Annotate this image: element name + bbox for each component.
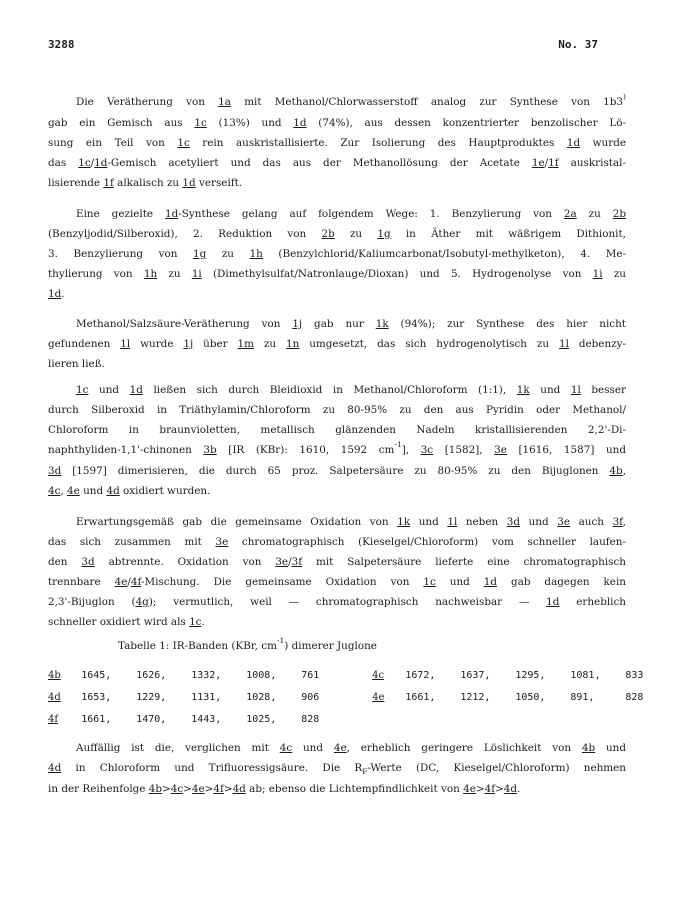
- compound-label: 4f: [48, 713, 59, 725]
- paragraph: [48, 512, 626, 632]
- text-line: (Benzyljodid/Silberoxid), 2. Reduktion von 2b zu 1g in Äther mit wäßrigem Dithionit,: [48, 228, 626, 240]
- compound-label: 4b: [48, 669, 61, 681]
- paragraph: [48, 738, 626, 799]
- text-line: 3d [1597] dimerisieren, die durch 65 proz. Salpetersäure zu 80-95% zu den Bijuglonen 4b,: [48, 465, 626, 477]
- text-line: Auffällig ist die, verglichen mit 4c und 4e, erheblich geringere Löslichkeit von 4b und: [76, 742, 626, 754]
- text-line: den 3d abtrennte. Oxidation von 3e/3f mit Salpetersäure lieferte eine chromatographisch: [48, 556, 626, 568]
- ir-band-value: [625, 708, 680, 730]
- ir-band-value: [515, 708, 570, 730]
- issue-number: No. 37: [558, 38, 598, 51]
- text-line: Erwartungsgemäß gab die gemeinsame Oxidation von 1k und 1l neben 3d und 3e auch 3f,: [76, 516, 626, 528]
- text-line: gefundenen 1l wurde 1j über 1m zu 1n umgesetzt, das sich hydrogenolytisch zu 1l debenzy-: [48, 338, 626, 350]
- ir-band-value: 1212,: [460, 691, 491, 703]
- ir-band-value: 1443,: [191, 713, 222, 725]
- text-line: trennbare 4e/4f-Mischung. Die gemeinsame Oxidation von 1c und 1d gab dagegen kein: [48, 576, 626, 588]
- paragraph: [48, 314, 626, 374]
- text-line: durch Silberoxid in Triäthylamin/Chloroform zu 80-95% zu den aus Pyridin oder Methanol/: [48, 404, 626, 416]
- text-line: lieren ließ.: [48, 358, 105, 370]
- column-gap: [356, 664, 372, 686]
- text-line: 4c, 4e und 4d oxidiert wurden.: [48, 485, 211, 497]
- text-line: in der Reihenfolge 4b>4c>4e>4f>4d ab; ebenso die Lichtempfindlichkeit von 4e>4f>4d.: [48, 783, 521, 795]
- ir-band-value: 761: [301, 669, 320, 681]
- paragraph: [48, 380, 626, 501]
- text-line: Methanol/Salzsäure-Verätherung von 1j gab nur 1k (94%); zur Synthese des hier nicht: [76, 318, 626, 330]
- text-line: gab ein Gemisch aus 1c (13%) und 1d (74%), aus dessen konzentrierter benzolischer Lö-: [48, 117, 626, 129]
- ir-band-value: 1028,: [246, 691, 277, 703]
- ir-band-value: 1661,: [405, 691, 436, 703]
- table-caption: Tabelle 1: IR-Banden (KBr, $cm^{-1}$) dimerer Juglone: [118, 636, 377, 652]
- ir-band-value: 1332,: [191, 669, 222, 681]
- ir-band-value: 1672,: [405, 669, 436, 681]
- table-row: [48, 686, 680, 708]
- ir-band-value: 1626,: [136, 669, 167, 681]
- ir-band-value: 1081,: [570, 669, 601, 681]
- ir-band-value: 1008,: [246, 669, 277, 681]
- text-line: 1d.: [48, 288, 65, 300]
- text-line: das 1c/1d-Gemisch acetyliert und das aus der Methanollösung der Acetate 1e/1f auskristal-: [48, 157, 626, 169]
- text-line: schneller oxidiert wird als 1c.: [48, 616, 205, 628]
- ir-band-value: 828: [301, 713, 320, 725]
- paragraph: [48, 92, 626, 193]
- ir-band-value: 828: [625, 691, 644, 703]
- ir-band-value: [460, 708, 515, 730]
- compound-label: 4c: [372, 669, 385, 681]
- ir-band-value: 1653,: [81, 691, 112, 703]
- text-line: 1c und 1d ließen sich durch Bleidioxid in Methanol/Chloroform (1:1), 1k und 1l besser: [76, 384, 626, 396]
- ir-band-value: 1025,: [246, 713, 277, 725]
- text-line: das sich zusammen mit 3e chromatographisch (Kieselgel/Chloroform) vom schneller laufen-: [48, 536, 626, 548]
- text-line: 2,3'-Bijuglon (4g); vermutlich, weil — chromatographisch nachweisbar — 1d erheblich: [48, 596, 627, 608]
- ir-band-value: 1295,: [515, 669, 546, 681]
- ir-band-value: 906: [301, 691, 320, 703]
- compound-label: 4d: [48, 691, 61, 703]
- ir-band-value: 1637,: [460, 669, 491, 681]
- ir-band-value: 1470,: [136, 713, 167, 725]
- column-gap: [356, 708, 372, 730]
- ir-band-value: 891,: [570, 691, 595, 703]
- ir-band-value: 1050,: [515, 691, 546, 703]
- compound-label: 4e: [372, 691, 385, 703]
- ir-band-value: 1645,: [81, 669, 112, 681]
- text-line: sung ein Teil von 1c rein auskristallisierte. Zur Isolierung des Hauptproduktes 1d wurde: [48, 137, 626, 149]
- text-line: 3. Benzylierung von 1g zu 1h (Benzylchlorid/Kaliumcarbonat/Isobutyl-methylketon), 4. Me-: [48, 248, 626, 260]
- table-row: [48, 664, 680, 686]
- text-line: thylierung von 1h zu 1i (Dimethylsulfat/Natronlauge/Dioxan) und 5. Hydrogenolyse von 1i zu: [48, 268, 626, 280]
- ir-band-value: 1229,: [136, 691, 167, 703]
- text-line: Chloroform in braunvioletten, metallisch glänzenden Nadeln kristallisierenden 2,2'-Di-: [48, 424, 626, 436]
- table-row: [48, 708, 680, 730]
- ir-band-value: 1131,: [191, 691, 222, 703]
- ir-band-value: 1661,: [81, 713, 112, 725]
- text-line: lisierende 1f alkalisch zu 1d verseift.: [48, 177, 243, 189]
- compound-label: [372, 708, 405, 730]
- text-line: naphthyliden-1,1'-chinonen 3b [IR (KBr): 1610, 1592 $cm^{-1}$], 3c [1582], 3e [1616, 1587] und: [48, 440, 626, 456]
- ir-band-value: [405, 708, 460, 730]
- ir-band-value: [570, 708, 625, 730]
- page-number: 3288: [48, 38, 75, 51]
- column-gap: [356, 686, 372, 708]
- ir-band-value: 833: [625, 669, 644, 681]
- text-line: Eine gezielte 1d-Synthese gelang auf folgendem Wege: 1. Benzylierung von 2a zu 2b: [76, 208, 626, 220]
- ir-bands-table: [48, 664, 680, 730]
- paragraph: [48, 204, 626, 304]
- text-line: 4d in Chloroform und Trifluoressigsäure. Die $R_F$-Werte (DC, Kieselgel/Chloroform) nehmen: [48, 762, 627, 776]
- text-line: Die Verätherung von 1a mit Methanol/Chlorwasserstoff analog zur Synthese von 1b3): [76, 92, 626, 108]
